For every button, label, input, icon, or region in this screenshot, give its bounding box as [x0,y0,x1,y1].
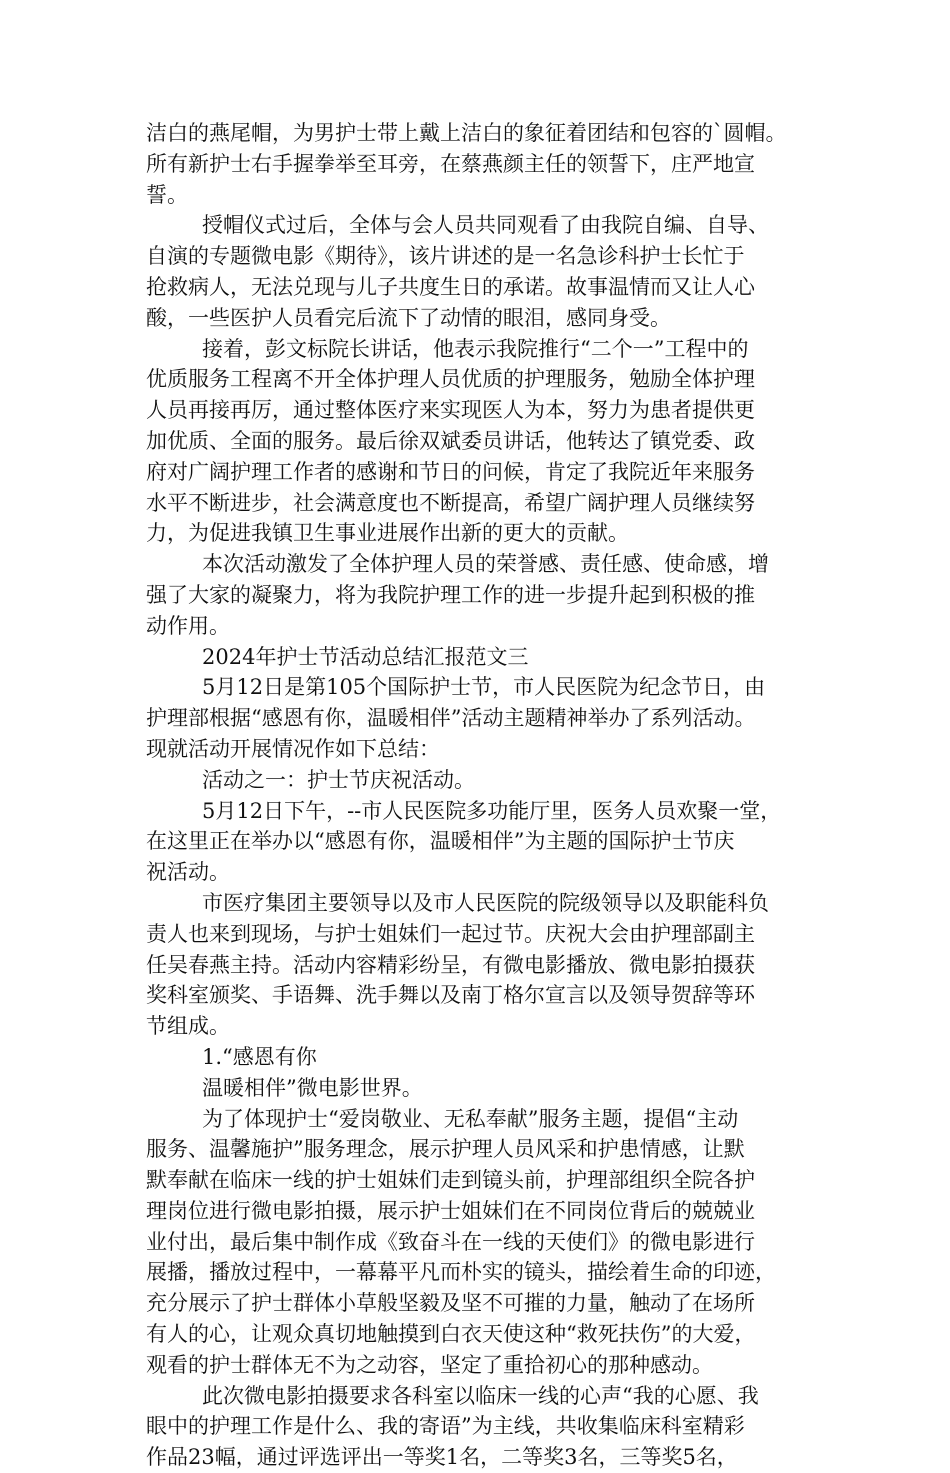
text-line: 作品23幅，通过评选评出一等奖1名，二等奖3名，三等奖5名， [146,1445,738,1470]
text-line: 力，为促进我镇卫生事业进展作出新的更大的贡献。 [146,521,629,546]
text-line: 在这里正在举办以“感恩有你，温暖相伴”为主题的国际护士节庆 [146,829,735,854]
text-line: 抢救病人，无法兑现与儿子共度生日的承诺。故事温情而又让人心 [146,274,755,299]
text-line: 1.“感恩有你 [202,1044,317,1069]
text-line: 所有新护士右手握拳举至耳旁，在蔡燕颜主任的领誓下，庄严地宣 [146,151,755,176]
text-line: 为了体现护士“爱岗敬业、无私奉献”服务主题，提倡“主动 [202,1106,739,1131]
text-line: 接着，彭文标院长讲话，他表示我院推行“二个一”工程中的 [202,336,749,361]
text-line: 此次微电影拍摄要求各科室以临床一线的心声“我的心愿、我 [202,1383,759,1408]
text-line: 温暖相伴”微电影世界。 [202,1075,423,1100]
text-line: 业付出，最后集中制作成《致奋斗在一线的天使们》的微电影进行 [146,1229,755,1254]
text-line: 自演的专题微电影《期待》，该片讲述的是一名急诊科护士长忙于 [146,244,745,269]
text-line: 责人也来到现场，与护士姐妹们一起过节。庆祝大会由护理部副主 [146,921,755,946]
text-line: 本次活动激发了全体护理人员的荣誉感、责任感、使命感，增 [202,552,769,577]
text-line: 理岗位进行微电影拍摄，展示护士姐妹们在不同岗位背后的兢兢业 [146,1198,755,1223]
text-line: 祝活动。 [146,860,230,885]
text-line: 洁白的燕尾帽，为男护士带上戴上洁白的象征着团结和包容的`圆帽。 [146,121,787,145]
text-line: 府对广阔护理工作者的感谢和节日的问候，肯定了我院近年来服务 [146,459,755,484]
text-line: 2024年护士节活动总结汇报范文三 [202,644,529,669]
text-line: 市医疗集团主要领导以及市人民医院的院级领导以及职能科负 [202,890,769,915]
text-line: 5月12日是第105个国际护士节，市人民医院为纪念节日，由 [202,675,766,700]
document-body [146,118,816,1473]
text-line: 服务、温馨施护”服务理念，展示护理人员风采和护患情感，让默 [146,1137,745,1162]
text-line: 强了大家的凝聚力，将为我院护理工作的进一步提升起到积极的推 [146,582,755,607]
text-line: 护理部根据“感恩有你，温暖相伴”活动主题精神举办了系列活动。 [146,706,756,731]
text-line: 奖科室颁奖、手语舞、洗手舞以及南丁格尔宣言以及领导贺辞等环 [146,983,755,1008]
text-line: 水平不断进步，社会满意度也不断提高，希望广阔护理人员继续努 [146,490,755,515]
text-line: 默奉献在临床一线的护士姐妹们走到镜头前，护理部组织全院各护 [146,1168,755,1193]
text-line: 观看的护士群体无不为之动容，坚定了重拾初心的那种感动。 [146,1352,713,1377]
text-line: 现就活动开展情况作如下总结： [146,736,440,761]
text-line: 充分展示了护士群体小草般坚毅及坚不可摧的力量，触动了在场所 [146,1291,755,1316]
text-line: 节组成。 [146,1014,230,1039]
text-line: 人员再接再厉，通过整体医疗来实现医人为本，努力为患者提供更 [146,398,755,423]
text-line: 优质服务工程离不开全体护理人员优质的护理服务，勉励全体护理 [146,367,755,392]
text-line: 活动之一：护士节庆祝活动。 [202,767,475,792]
text-line: 授帽仪式过后，全体与会人员共同观看了由我院自编、自导、 [202,213,769,238]
text-line: 任吴春燕主持。活动内容精彩纷呈，有微电影播放、微电影拍摄获 [146,952,755,977]
text-line: 展播，播放过程中，一幕幕平凡而朴实的镜头，描绘着生命的印迹， [146,1260,776,1285]
text-line: 动作用。 [146,613,230,638]
text-line: 加优质、全面的服务。最后徐双斌委员讲话，他转达了镇党委、政 [146,428,755,453]
text-line: 有人的心，让观众真切地触摸到白衣天使这种“救死扶伤”的大爱， [146,1322,756,1347]
text-line: 眼中的护理工作是什么、我的寄语”为主线，共收集临床科室精彩 [146,1414,745,1439]
text-line: 5月12日下午，--市人民医院多功能厅里，医务人员欢聚一堂， [202,798,782,823]
text-line: 誓。 [146,182,188,207]
text-line: 酸，一些医护人员看完后流下了动情的眼泪，感同身受。 [146,305,671,330]
